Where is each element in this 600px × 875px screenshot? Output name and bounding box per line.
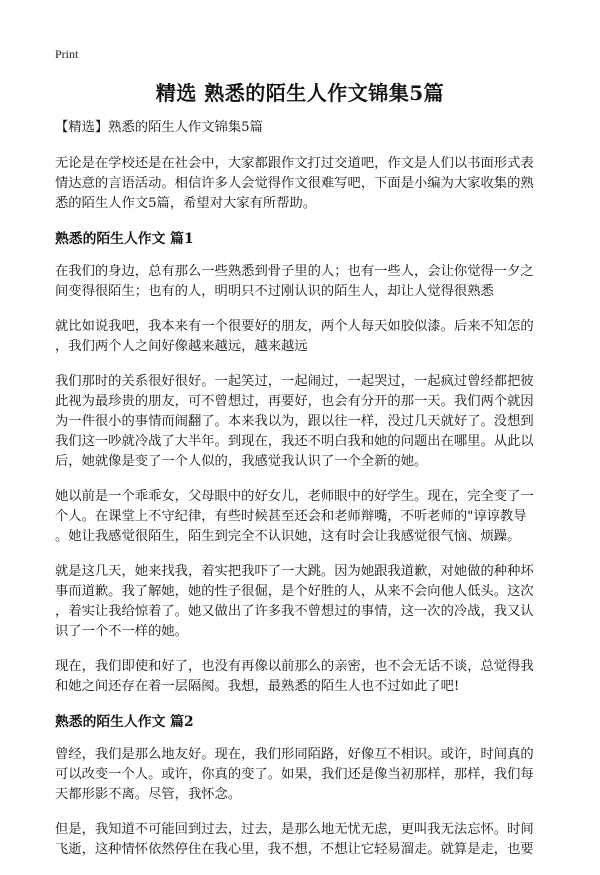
text-line: 飞逝，这种情怀依然停住在我心里，我不想，不想让它轻易溜走。就算是走，也要 xyxy=(55,842,534,857)
text-line: 在我们的身边，总有那么一些熟悉到骨子里的人；也有一些人，会让你觉得一夕之 xyxy=(55,264,534,279)
section-heading-2: 熟悉的陌生人作文 篇2 xyxy=(55,714,194,730)
paragraph xyxy=(55,562,550,642)
text-line: 间变得很陌生；也有的人，明明只不过刚认识的陌生人，却让人觉得很熟悉 xyxy=(55,284,494,299)
text-line: 悉的陌生人作文5篇，希望对大家有所帮助。 xyxy=(55,196,317,211)
text-line: 她以前是一个乖乖女，父母眼中的好女儿，老师眼中的好学生。现在，完全变了一 xyxy=(55,489,534,504)
document-subtitle: 【精选】熟悉的陌生人作文锦集5篇 xyxy=(55,120,263,135)
text-line: 就是这几天，她来找我，着实把我吓了一大跳。因为她跟我道歉，对她做的种种坏 xyxy=(55,564,534,579)
text-line: 我们那时的关系很好很好。一起笑过，一起闹过，一起哭过，一起疯过曾经都把彼 xyxy=(55,374,534,389)
text-line: ，着实让我给惊着了。她又做出了许多我不曾想过的事情，这一次的冷战，我又认 xyxy=(55,604,534,619)
text-line: 个人。在课堂上不守纪律，有些时候甚至还会和老师辩嘴，不听老师的"谆谆教导 xyxy=(55,509,527,524)
paragraph xyxy=(55,372,550,472)
text-line: 情达意的言语活动。相信许多人会觉得作文很难写吧，下面是小编为大家收集的熟 xyxy=(55,176,534,191)
section-heading-1: 熟悉的陌生人作文 篇1 xyxy=(55,231,194,247)
paragraph xyxy=(55,317,550,357)
text-line: 。她让我感觉很陌生，陌生到完全不认识她，这有时会让我感觉很气恼、烦躁。 xyxy=(55,529,521,544)
paragraph xyxy=(55,487,550,547)
text-line: 此视为最珍贵的朋友，可不曾想过，再要好，也会有分开的那一天。我们两个就因 xyxy=(55,394,534,409)
text-line: 事而道歉。我了解她，她的性子很倔，是个好胜的人，从来不会向他人低头。这次 xyxy=(55,584,534,599)
text-line: 天都形影不离。尽管，我怀念。 xyxy=(55,787,242,802)
text-line: 就比如说我吧，我本来有一个很要好的朋友，两个人每天如胶似漆。后来不知怎的 xyxy=(55,319,534,334)
print-label: Print xyxy=(55,47,79,61)
text-line: 我们这一吵就冷战了大半年。到现在，我还不明白我和她的问题出在哪里。从此以 xyxy=(55,434,534,449)
text-line: ，我们两个人之间好像越来越远，越来越远 xyxy=(55,339,308,354)
text-line: 识了一个不一样的她。 xyxy=(55,624,188,639)
text-line: 曾经，我们是那么地友好。现在，我们形同陌路，好像互不相识。或许，时间真的 xyxy=(55,747,534,762)
paragraph xyxy=(55,262,550,302)
paragraph xyxy=(55,820,550,860)
text-line: 和她之间还存在着一层隔阂。我想，最熟悉的陌生人也不过如此了吧! xyxy=(55,679,460,694)
paragraph xyxy=(55,657,550,697)
text-line: 可以改变一个人。或许，你真的变了。如果，我们还是像当初那样，那样，我们每 xyxy=(55,767,534,782)
text-line: 后，她就像是变了一个人似的，我感觉我认识了一个全新的她。 xyxy=(55,454,428,469)
intro-paragraph xyxy=(55,154,550,214)
text-line: 现在，我们即使和好了，也没有再像以前那么的亲密，也不会无话不谈，总觉得我 xyxy=(55,659,534,674)
text-line: 但是，我知道不可能回到过去，过去，是那么地无忧无虑，更叫我无法忘怀。时间 xyxy=(55,822,534,837)
text-line: 为一件很小的事情而闹翻了。本来我以为，跟以往一样，没过几天就好了。没想到 xyxy=(55,414,534,429)
document-body xyxy=(55,118,550,875)
document-title: 精选 熟悉的陌生人作文锦集5篇 xyxy=(155,81,445,105)
paragraph xyxy=(55,745,550,805)
text-line: 无论是在学校还是在社会中，大家都跟作文打过交道吧，作文是人们以书面形式表 xyxy=(55,156,534,171)
